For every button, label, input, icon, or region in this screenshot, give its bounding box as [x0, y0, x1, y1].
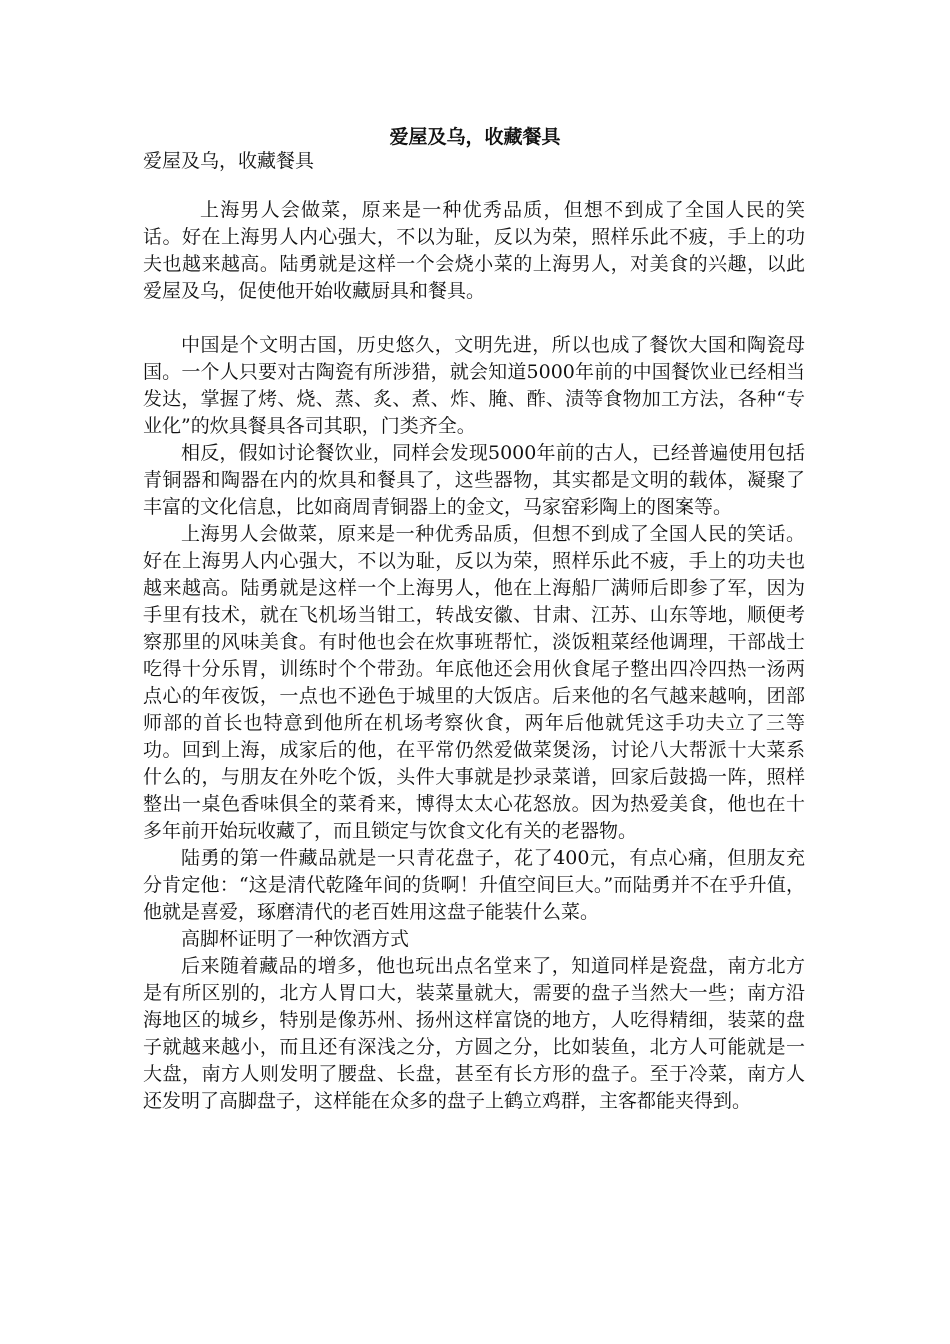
paragraph-5: 陆勇的第一件藏品就是一只青花盘子，花了400元，有点心痛，但朋友充分肯定他：“这是清代乾隆年间的货啊！升值空间巨大。”而陆勇并不在乎升值，他就是喜爱，琢磨清代的老百姓用这盘子能装什么菜。 [143, 847, 805, 923]
document-subtitle: 爱屋及乌，收藏餐具 [143, 150, 315, 172]
paragraph-6: 后来随着藏品的增多，他也玩出点名堂来了，知道同样是瓷盘，南方北方是有所区别的，北方人胃口大，装菜量就大，需要的盘子当然大一些；南方沿海地区的城乡，特别是像苏州、扬州这样富饶的地方，人吃得精细，装菜的盘子就越来越小，而且还有深浅之分，方圆之分，比如装鱼，北方人可能就是一大盘，南方人则发明了腰盘、长盘，甚至有长方形的盘子。至于冷菜，南方人还发明了高脚盘子，这样能在众多的盘子上鹤立鸡群，主客都能夹得到。 [143, 955, 805, 1112]
paragraph-1: 上海男人会做菜，原来是一种优秀品质，但想不到成了全国人民的笑话。好在上海男人内心强大，不以为耻，反以为荣，照样乐此不疲，手上的功夫也越来越高。陆勇就是这样一个会烧小菜的上海男人，对美食的兴趣，以此爱屋及乌，促使他开始收藏厨具和餐具。 [143, 199, 805, 302]
paragraph-2: 中国是个文明古国，历史悠久，文明先进，所以也成了餐饮大国和陶瓷母国。一个人只要对古陶瓷有所涉猎，就会知道5000年前的中国餐饮业已经相当发达，掌握了烤、烧、蒸、炙、煮、炸、腌、酢、渍等食物加工方法，各种“专业化”的炊具餐具各司其职，门类齐全。 [143, 334, 805, 437]
section-heading: 高脚杯证明了一种饮酒方式 [181, 928, 410, 950]
paragraph-4: 上海男人会做菜，原来是一种优秀品质，但想不到成了全国人民的笑话。好在上海男人内心强大，不以为耻，反以为荣，照样乐此不疲，手上的功夫也越来越高。陆勇就是这样一个上海男人，他在上海船厂满师后即参了军，因为手里有技术，就在飞机场当钳工，转战安徽、甘肃、江苏、山东等地，顺便考察那里的风味美食。有时他也会在炊事班帮忙，淡饭粗菜经他调理，干部战士吃得十分乐胃，训练时个个带劲。年底他还会用伙食尾子整出四冷四热一汤两点心的年夜饭，一点也不逊色于城里的大饭店。后来他的名气越来越响，团部师部的首长也特意到他所在机场考察伙食，两年后他就凭这手功夫立了三等功。回到上海，成家后的他，在平常仍然爱做菜煲汤，讨论八大帮派十大菜系什么的，与朋友在外吃个饭，头件大事就是抄录菜谱，回家后鼓捣一阵，照样整出一桌色香味俱全的菜肴来，博得太太心花怒放。因为热爱美食，他也在十多年前开始玩收藏了，而且锁定与饮食文化有关的老器物。 [143, 523, 805, 842]
document-title: 爱屋及乌，收藏餐具 [389, 126, 561, 148]
paragraph-3: 相反，假如讨论餐饮业，同样会发现5000年前的古人，已经普遍使用包括青铜器和陶器在内的炊具和餐具了，这些器物，其实都是文明的载体，凝聚了丰富的文化信息，比如商周青铜器上的金文，马家窑彩陶上的图案等。 [143, 442, 805, 518]
document-body [143, 197, 805, 1115]
